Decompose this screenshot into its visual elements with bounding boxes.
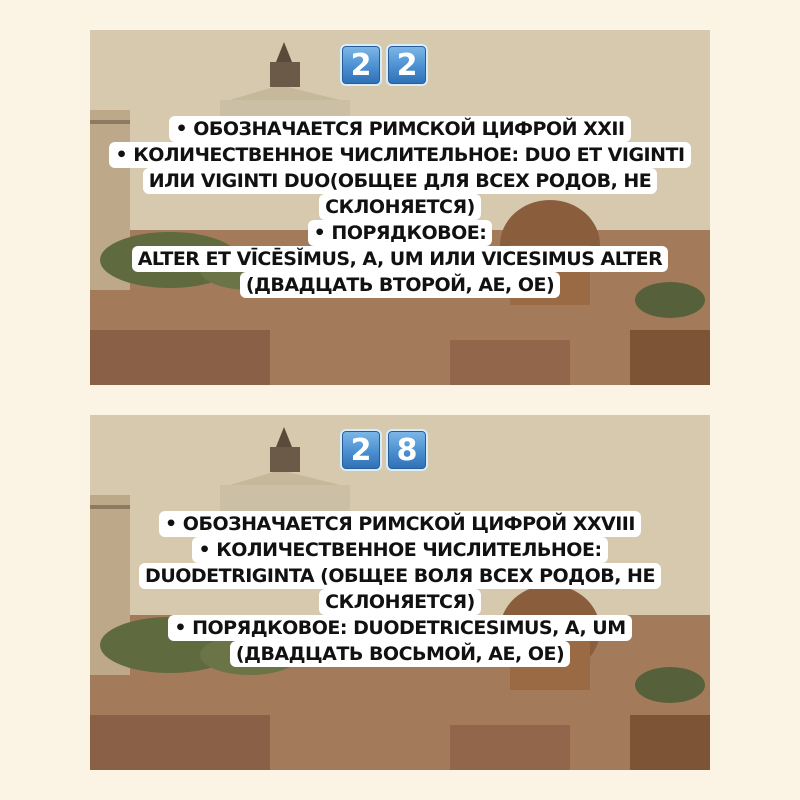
number-badge (340, 44, 428, 86)
card-28 (90, 415, 710, 770)
text-line: СКЛОНЯЕТСЯ) (319, 589, 481, 615)
card-text (90, 511, 710, 667)
text-line: • КОЛИЧЕСТВЕННОЕ ЧИСЛИТЕЛЬНОЕ: (192, 537, 607, 563)
text-line: ИЛИ VIGINTI DUO(ОБЩЕЕ ДЛЯ ВСЕХ РОДОВ, НЕ (143, 168, 658, 194)
keycap-digit-icon: 2 (340, 429, 382, 471)
text-line: ALTER ET VĪCĒSĬMUS, A, UM ИЛИ VICESIMUS ALTER (132, 246, 669, 272)
text-line: • ОБОЗНАЧАЕТСЯ РИМСКОЙ ЦИФРОЙ XXVIII (159, 511, 641, 537)
number-badge (340, 429, 428, 471)
text-line: (ДВАДЦАТЬ ВТОРОЙ, AE, OE) (240, 272, 560, 298)
keycap-digit-icon: 8 (386, 429, 428, 471)
text-line: • КОЛИЧЕСТВЕННОЕ ЧИСЛИТЕЛЬНОЕ: DUO ET VIGINTI (109, 142, 690, 168)
text-line: • ПОРЯДКОВОЕ: (308, 220, 493, 246)
text-line: • ОБОЗНАЧАЕТСЯ РИМСКОЙ ЦИФРОЙ XXII (169, 116, 630, 142)
card-text (90, 116, 710, 298)
text-line: DUODETRIGINTA (ОБЩЕЕ ВОЛЯ ВСЕХ РОДОВ, НЕ (139, 563, 661, 589)
text-line: (ДВАДЦАТЬ ВОСЬМОЙ, AE, OE) (230, 641, 570, 667)
text-line: • ПОРЯДКОВОЕ: DUODETRICESIMUS, A, UM (168, 615, 631, 641)
keycap-digit-icon: 2 (386, 44, 428, 86)
text-line: СКЛОНЯЕТСЯ) (319, 194, 481, 220)
card-22 (90, 30, 710, 385)
keycap-digit-icon: 2 (340, 44, 382, 86)
